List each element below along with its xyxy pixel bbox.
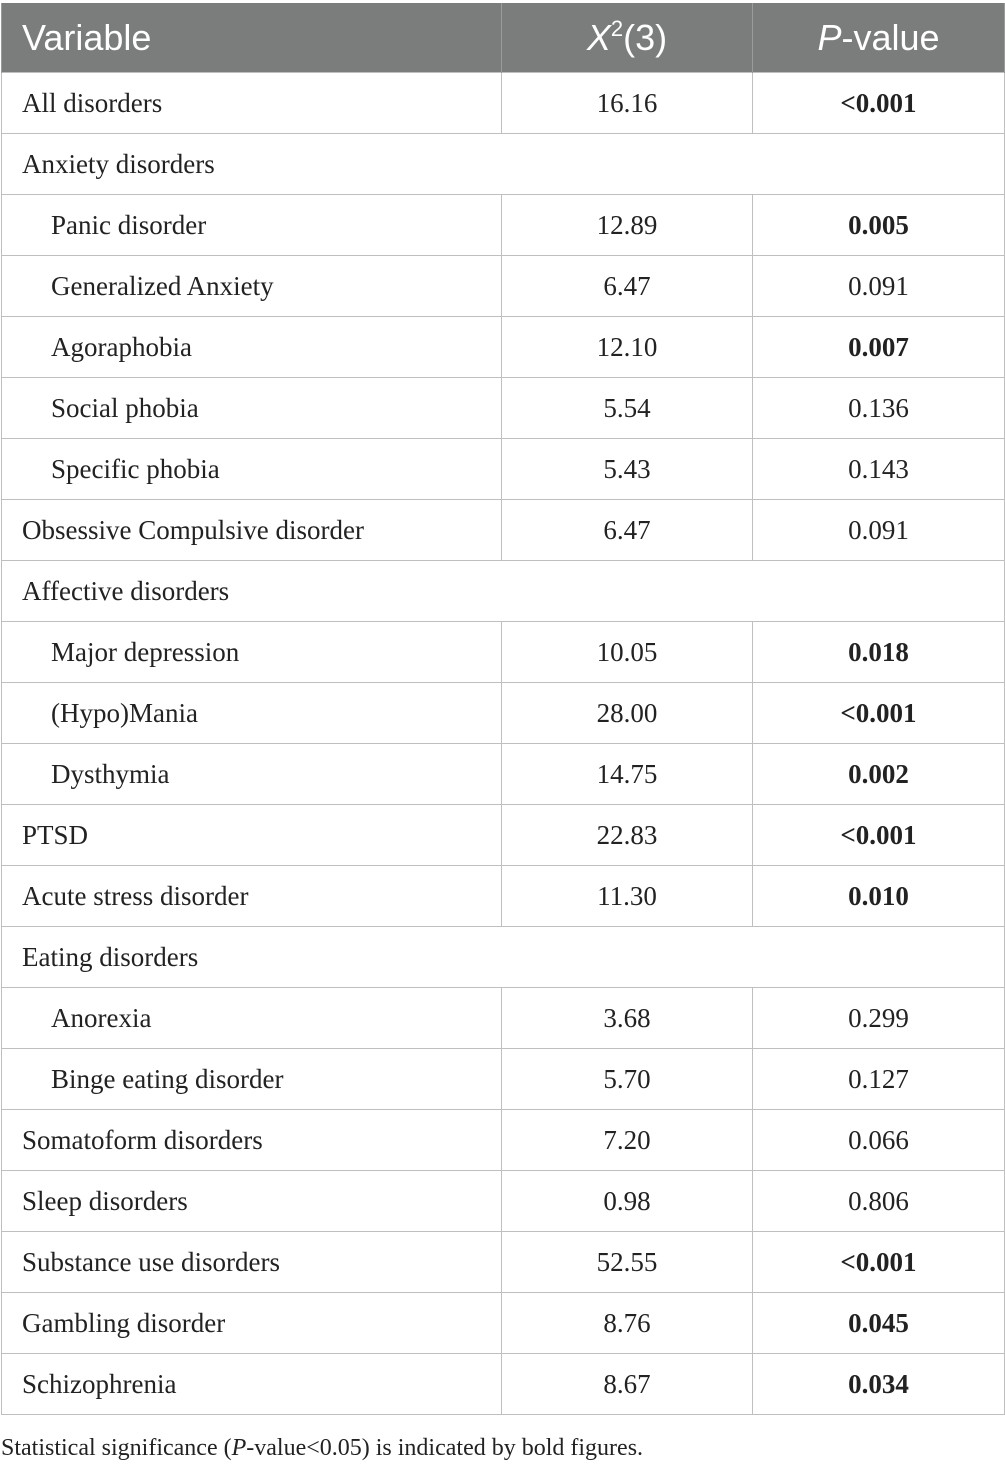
chi-square-value: 11.30	[502, 866, 753, 927]
row-label: (Hypo)Mania	[2, 683, 502, 744]
row-label: Panic disorder	[2, 195, 502, 256]
row-label: Binge eating disorder	[2, 1049, 502, 1110]
row-label: Substance use disorders	[2, 1232, 502, 1293]
p-value: 0.045	[753, 1293, 1005, 1354]
table-row	[2, 500, 1005, 561]
chi-square-value: 52.55	[502, 1232, 753, 1293]
row-label: Anorexia	[2, 988, 502, 1049]
header-p-suffix: -value	[841, 16, 940, 58]
table-footnote	[1, 1435, 643, 1462]
p-value: 0.299	[753, 988, 1005, 1049]
chi-square-value: 22.83	[502, 805, 753, 866]
header-variable: Variable	[2, 3, 502, 73]
row-label: Agoraphobia	[2, 317, 502, 378]
table-row	[2, 378, 1005, 439]
table-row	[2, 866, 1005, 927]
row-label: Schizophrenia	[2, 1354, 502, 1415]
chi-square-value: 7.20	[502, 1110, 753, 1171]
p-value: 0.127	[753, 1049, 1005, 1110]
header-chi-symbol: X	[586, 16, 611, 58]
table-row	[2, 317, 1005, 378]
chi-square-value: 12.10	[502, 317, 753, 378]
table-row	[2, 1049, 1005, 1110]
table-row	[2, 744, 1005, 805]
row-label: Generalized Anxiety	[2, 256, 502, 317]
header-p-value	[753, 3, 1005, 73]
chi-square-value: 28.00	[502, 683, 753, 744]
p-value: 0.034	[753, 1354, 1005, 1415]
table-row	[2, 256, 1005, 317]
table-row	[2, 439, 1005, 500]
footnote-text-after: -value<0.05) is indicated by bold figures.	[246, 1435, 644, 1461]
p-value: <0.001	[753, 805, 1005, 866]
p-value: 0.002	[753, 744, 1005, 805]
table-row	[2, 805, 1005, 866]
chi-square-value: 16.16	[502, 73, 753, 134]
p-value: 0.007	[753, 317, 1005, 378]
group-spacer	[502, 134, 1005, 195]
table-row	[2, 1171, 1005, 1232]
chi-square-value: 0.98	[502, 1171, 753, 1232]
results-table	[1, 3, 1005, 1415]
table-row	[2, 134, 1005, 195]
table-row	[2, 73, 1005, 134]
row-label: Social phobia	[2, 378, 502, 439]
header-p-letter: P	[817, 16, 842, 58]
table-header	[2, 3, 1005, 73]
chi-square-value: 8.67	[502, 1354, 753, 1415]
p-value: 0.806	[753, 1171, 1005, 1232]
p-value: 0.066	[753, 1110, 1005, 1171]
header-chi-df: (3)	[623, 16, 668, 58]
table-row	[2, 988, 1005, 1049]
row-label: Sleep disorders	[2, 1171, 502, 1232]
p-value: 0.091	[753, 256, 1005, 317]
table-row	[2, 927, 1005, 988]
header-row	[2, 3, 1005, 73]
row-label: Somatoform disorders	[2, 1110, 502, 1171]
table-row	[2, 1354, 1005, 1415]
chi-square-value: 6.47	[502, 500, 753, 561]
chi-square-value: 10.05	[502, 622, 753, 683]
table-row	[2, 622, 1005, 683]
group-spacer	[502, 927, 1005, 988]
table-row	[2, 1232, 1005, 1293]
chi-square-value: 3.68	[502, 988, 753, 1049]
chi-square-value: 5.54	[502, 378, 753, 439]
p-value: 0.010	[753, 866, 1005, 927]
row-label: Gambling disorder	[2, 1293, 502, 1354]
chi-square-value: 6.47	[502, 256, 753, 317]
table-row	[2, 561, 1005, 622]
row-label: PTSD	[2, 805, 502, 866]
row-label: Acute stress disorder	[2, 866, 502, 927]
footnote-p-letter: P	[231, 1435, 247, 1461]
row-label: Anxiety disorders	[2, 134, 502, 195]
row-label: Obsessive Compulsive disorder	[2, 500, 502, 561]
group-spacer	[502, 561, 1005, 622]
table-row	[2, 1293, 1005, 1354]
row-label: Affective disorders	[2, 561, 502, 622]
p-value: 0.091	[753, 500, 1005, 561]
chi-square-value: 5.43	[502, 439, 753, 500]
table-row	[2, 683, 1005, 744]
row-label: Dysthymia	[2, 744, 502, 805]
p-value: 0.005	[753, 195, 1005, 256]
row-label: Specific phobia	[2, 439, 502, 500]
row-label: Eating disorders	[2, 927, 502, 988]
footnote-text-before: Statistical significance (	[1, 1435, 232, 1461]
row-label: All disorders	[2, 73, 502, 134]
p-value: <0.001	[753, 1232, 1005, 1293]
header-chi-square	[502, 3, 753, 73]
chi-square-value: 5.70	[502, 1049, 753, 1110]
chi-square-value: 12.89	[502, 195, 753, 256]
p-value: <0.001	[753, 683, 1005, 744]
p-value: <0.001	[753, 73, 1005, 134]
table-row	[2, 1110, 1005, 1171]
table-body	[2, 73, 1005, 1415]
p-value: 0.018	[753, 622, 1005, 683]
chi-square-value: 8.76	[502, 1293, 753, 1354]
row-label: Major depression	[2, 622, 502, 683]
p-value: 0.136	[753, 378, 1005, 439]
table-row	[2, 195, 1005, 256]
header-chi-superscript: 2	[610, 15, 624, 41]
chi-square-value: 14.75	[502, 744, 753, 805]
p-value: 0.143	[753, 439, 1005, 500]
